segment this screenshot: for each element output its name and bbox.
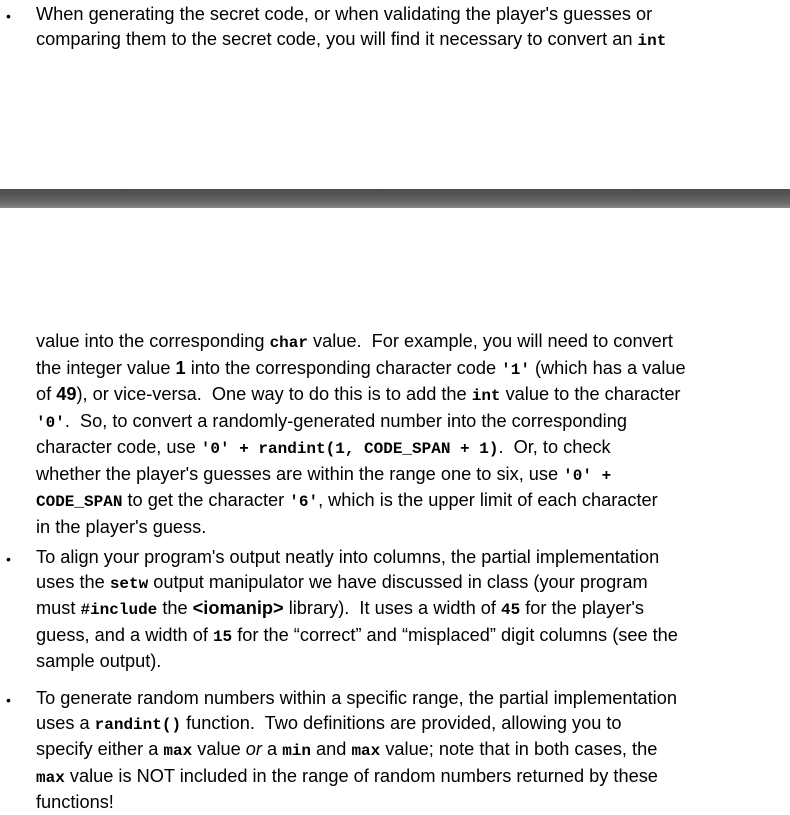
- inline-code: int: [471, 387, 501, 405]
- text-run: uses the: [36, 571, 110, 592]
- text-run: value into the corresponding: [36, 331, 270, 351]
- text-run: ), or vice-versa. One way to do this is to add the: [76, 384, 472, 404]
- text-run: To align your program's output neatly into columns, the partial implementation: [36, 547, 660, 567]
- inline-code: '0' +: [563, 466, 612, 485]
- inline-code: min: [282, 742, 311, 760]
- bullet-marker: •: [6, 8, 11, 24]
- text-line: [36, 570, 766, 597]
- text-run: functions!: [36, 792, 114, 812]
- text-run: (which has a value: [529, 357, 686, 378]
- text-run: . So, to convert a randomly-generated number into the corresponding: [64, 410, 627, 431]
- text-run: value to the character: [500, 384, 681, 404]
- text-run: value. For example, you will need to convert: [307, 331, 673, 351]
- inline-code: char: [269, 334, 308, 352]
- inline-code: randint(): [94, 715, 182, 734]
- text-run: . Or, to check: [498, 437, 611, 457]
- text-run: value; note that in both cases, the: [380, 739, 658, 759]
- text-run: to get the character: [122, 490, 290, 510]
- bold-text: 1: [175, 357, 186, 378]
- text-run: value: [192, 739, 246, 759]
- text-line: [36, 2, 766, 27]
- text-run: of: [36, 384, 57, 404]
- inline-code: max: [163, 742, 193, 760]
- text-run: for the “correct” and “misplaced” digit columns (see the: [232, 624, 678, 645]
- paragraph-setw: [36, 545, 766, 674]
- text-run: uses a: [36, 712, 95, 733]
- text-line: [36, 596, 766, 623]
- text-run: comparing them to the secret code, you will find it necessary to convert an: [36, 28, 638, 49]
- text-line: [36, 649, 766, 674]
- text-line: [36, 737, 766, 764]
- text-run: the: [157, 598, 193, 618]
- bullet-marker: •: [6, 692, 11, 708]
- text-run: sample output).: [36, 651, 162, 671]
- inline-code: '0' + randint(1, CODE_SPAN + 1): [200, 440, 499, 458]
- paragraph-randint: [36, 686, 766, 815]
- inline-code: setw: [109, 574, 149, 593]
- bold-text: <iomanip>: [192, 598, 284, 618]
- inline-code: '6': [289, 493, 319, 511]
- text-line: [36, 409, 766, 436]
- text-line: [36, 356, 766, 383]
- text-run: a: [261, 739, 283, 759]
- text-line: [36, 686, 766, 711]
- inline-code: '1': [501, 360, 530, 379]
- paragraph-convert-int-continued: [36, 329, 766, 539]
- inline-code: max: [36, 768, 65, 787]
- inline-code: '0': [36, 413, 65, 432]
- text-run: library). It uses a width of: [283, 598, 501, 618]
- bullet-marker: •: [6, 551, 11, 567]
- text-run: , which is the upper limit of each character: [318, 490, 658, 510]
- text-line: [36, 711, 766, 738]
- text-run: whether the player's guesses are within the range one to six, use: [36, 463, 564, 484]
- text-line: [36, 435, 766, 462]
- inline-code: max: [351, 742, 381, 760]
- text-line: [36, 790, 766, 815]
- inline-code: CODE_SPAN: [36, 493, 123, 511]
- text-line: [36, 27, 766, 54]
- text-run: and: [311, 739, 352, 759]
- text-run: function. Two definitions are provided, allowing you to: [181, 712, 622, 733]
- inline-code: int: [637, 31, 667, 50]
- text-line: [36, 545, 766, 570]
- page-break-divider: [0, 189, 790, 208]
- text-line: [36, 515, 766, 540]
- text-run: must: [36, 598, 81, 618]
- text-run: value is NOT included in the range of random numbers returned by these: [64, 765, 658, 786]
- inline-code: #include: [80, 601, 158, 619]
- text-line: [36, 382, 766, 409]
- text-run: output manipulator we have discussed in class (your program: [148, 571, 648, 592]
- text-line: [36, 329, 766, 356]
- text-run: the integer value: [36, 357, 176, 378]
- text-run: character code, use: [36, 437, 201, 457]
- text-run: To generate random numbers within a specific range, the partial implementation: [36, 688, 677, 708]
- text-run: When generating the secret code, or when validating the player's guesses or: [36, 4, 653, 24]
- inline-code: 45: [500, 601, 521, 619]
- text-run: guess, and a width of: [36, 624, 213, 645]
- text-run: into the corresponding character code: [185, 357, 502, 378]
- text-line: [36, 488, 766, 515]
- text-run: specify either a: [36, 739, 164, 759]
- text-line: [36, 623, 766, 650]
- italic-text: or: [245, 739, 262, 759]
- text-run: in the player's guess.: [36, 516, 207, 537]
- bold-text: 49: [56, 384, 77, 404]
- paragraph-convert-int-top: [36, 2, 766, 53]
- inline-code: 15: [212, 627, 233, 646]
- text-line: [36, 462, 766, 489]
- text-run: for the player's: [520, 598, 644, 618]
- text-line: [36, 764, 766, 791]
